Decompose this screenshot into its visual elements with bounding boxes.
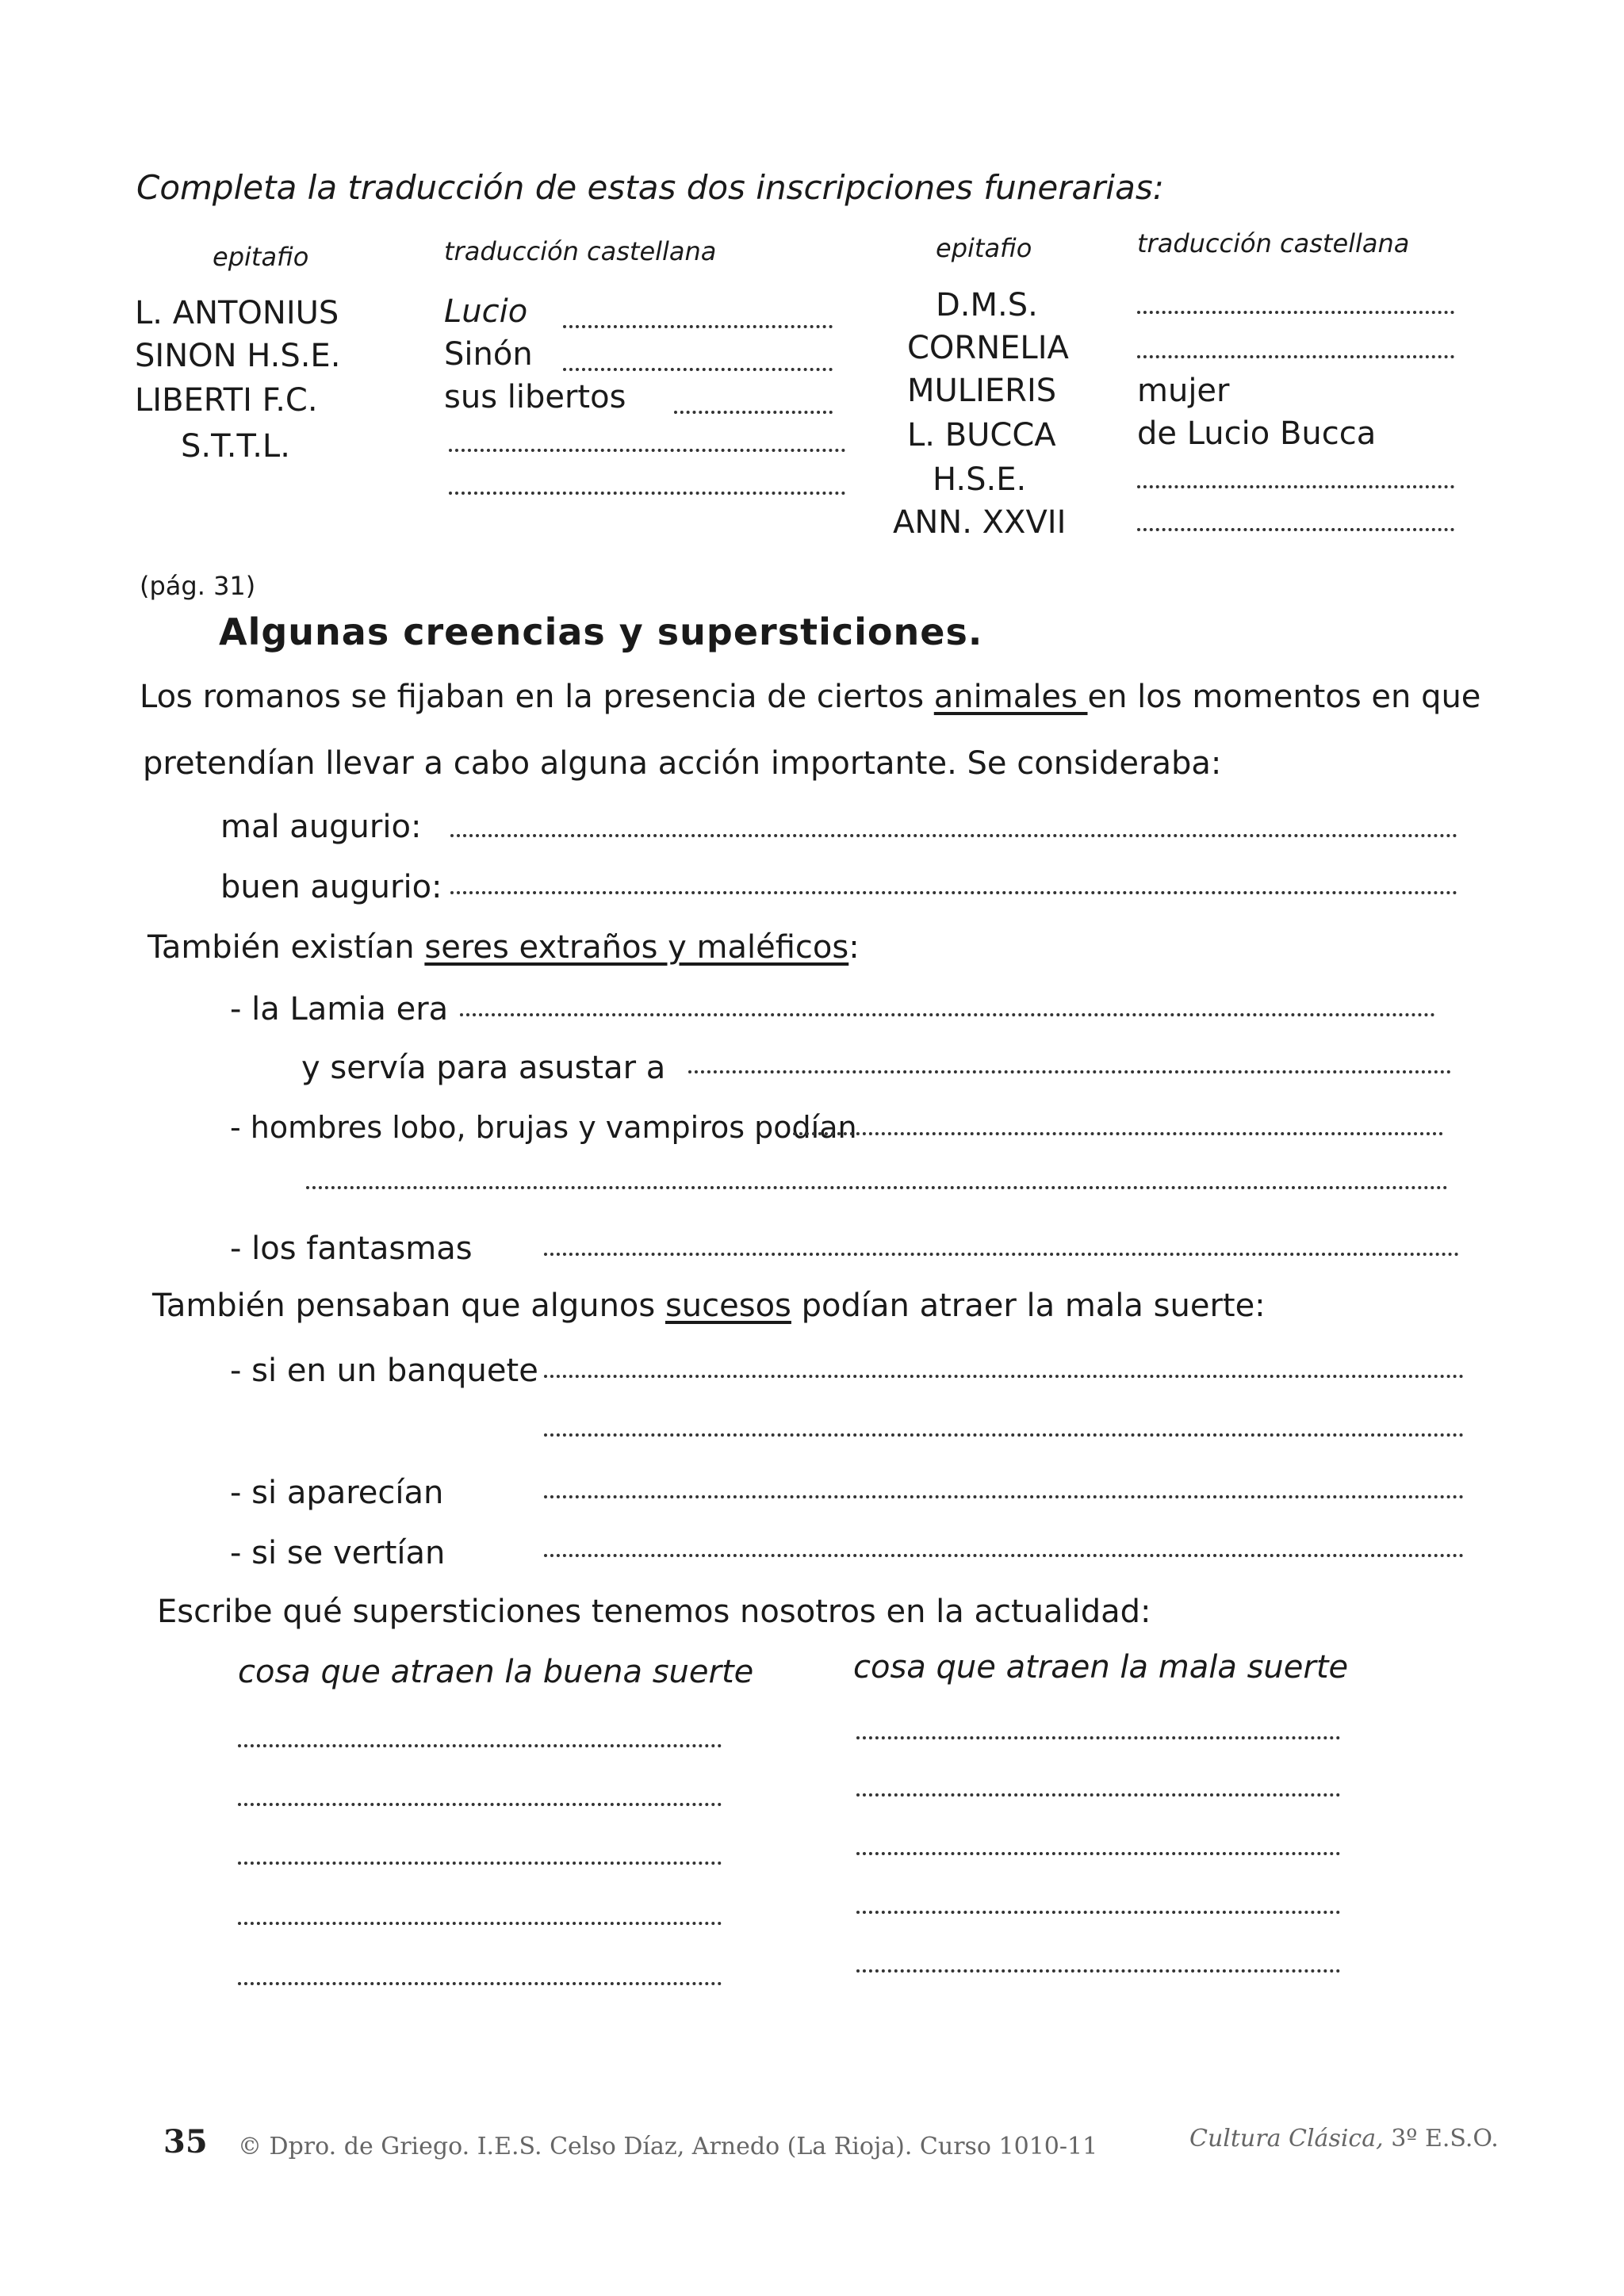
paragraph-line-1 [140, 679, 1480, 715]
right-trans-3: mujer [1137, 373, 1230, 409]
blank-line [563, 368, 833, 371]
sucesos-line [152, 1288, 1266, 1324]
blank-line [856, 1911, 1340, 1914]
blank-line [450, 891, 1457, 894]
right-header-epitafio: epitafio [936, 233, 1032, 263]
blank-line [238, 1744, 722, 1747]
text: : [848, 929, 860, 966]
fantasmas-label: - los fantasmas [230, 1230, 473, 1267]
right-header-traduccion: traducción castellana [1137, 228, 1410, 258]
blank-line [856, 1852, 1340, 1855]
right-latin-6: ANN. XXVII [893, 504, 1067, 541]
text: Cultura Clásica, [1189, 2125, 1384, 2152]
blank-line [563, 325, 833, 328]
page-reference: (pág. 31) [140, 571, 256, 601]
paragraph-line-2: pretendían llevar a cabo alguna acción importante. Se consideraba: [143, 745, 1222, 782]
left-latin-1: L. ANTONIUS [135, 295, 339, 331]
right-latin-5: H.S.E. [933, 461, 1027, 498]
footer-credit: © Dpro. de Griego. I.E.S. Celso Díaz, Arnedo (La Rioja). Curso 1010-11 [238, 2133, 1098, 2160]
col-buena-header: cosa que atraen la buena suerte [238, 1654, 754, 1690]
left-latin-2: SINON H.S.E. [135, 338, 341, 374]
escribe-instruction: Escribe qué supersticiones tenemos nosotros en la actualidad: [157, 1594, 1151, 1630]
blank-line [856, 1736, 1340, 1739]
text: en los momentos en que [1087, 679, 1481, 715]
blank-line [1137, 485, 1454, 488]
underlined-text: seres extraños y maléficos [424, 929, 849, 966]
seres-line [147, 929, 860, 966]
blank-line [856, 1793, 1340, 1797]
text: También existían [147, 929, 425, 966]
page-number: 35 [163, 2123, 208, 2160]
blank-line [1137, 355, 1454, 358]
blank-line [544, 1495, 1464, 1498]
section-title: Algunas creencias y supersticiones. [219, 610, 983, 653]
left-header-epitafio: epitafio [213, 242, 309, 272]
right-latin-2: CORNELIA [907, 330, 1069, 366]
blank-line [238, 1982, 722, 1985]
blank-line [856, 1969, 1340, 1973]
blank-line [306, 1186, 1448, 1189]
blank-line [449, 492, 845, 495]
left-trans-1: Lucio [444, 293, 528, 330]
left-latin-3: LIBERTI F.C. [135, 382, 318, 419]
blank-line [793, 1132, 1443, 1135]
blank-line [544, 1375, 1464, 1378]
left-trans-3: sus libertos [444, 379, 626, 415]
blank-line [544, 1554, 1464, 1557]
banquete-label: - si en un banquete [230, 1353, 538, 1389]
blank-line [238, 1922, 722, 1925]
instruction: Completa la traducción de estas dos inscripciones funerarias: [136, 168, 1164, 207]
blank-line [544, 1253, 1459, 1256]
text: Los romanos se fijaban en la presencia de ciertos [140, 679, 934, 715]
mal-augurio-label: mal augurio: [220, 809, 422, 845]
blank-line [544, 1433, 1464, 1437]
text: podían atraer la mala suerte: [791, 1288, 1266, 1324]
blank-line [1137, 528, 1454, 531]
left-header-traduccion: traducción castellana [444, 236, 717, 266]
right-latin-4: L. BUCCA [907, 417, 1056, 453]
blank-line [674, 411, 833, 414]
right-trans-4: de Lucio Bucca [1137, 415, 1377, 452]
vertian-label: - si se vertían [230, 1535, 446, 1571]
buen-augurio-label: buen augurio: [220, 869, 442, 905]
underlined-text: sucesos [665, 1288, 791, 1324]
col-mala-header: cosa que atraen la mala suerte [853, 1649, 1349, 1686]
right-latin-1: D.M.S. [936, 287, 1038, 323]
lamia-label: - la Lamia era [230, 991, 449, 1027]
blank-line [688, 1070, 1451, 1073]
servia-label: y servía para asustar a [301, 1050, 666, 1086]
right-latin-3: MULIERIS [907, 373, 1057, 409]
text: 3º E.S.O. [1383, 2125, 1499, 2152]
aparecian-label: - si aparecían [230, 1475, 444, 1511]
blank-line [238, 1862, 722, 1865]
footer-course [1189, 2125, 1499, 2152]
left-latin-4: S.T.T.L. [181, 428, 290, 465]
blank-line [460, 1013, 1435, 1016]
underlined-text: animales [933, 679, 1088, 715]
blank-line [238, 1803, 722, 1806]
blank-line [449, 449, 845, 452]
hombres-lobo-label: - hombres lobo, brujas y vampiros podían [230, 1110, 857, 1145]
blank-line [1137, 311, 1454, 314]
text: También pensaban que algunos [152, 1288, 665, 1324]
blank-line [450, 834, 1457, 837]
left-trans-2: Sinón [444, 336, 533, 373]
